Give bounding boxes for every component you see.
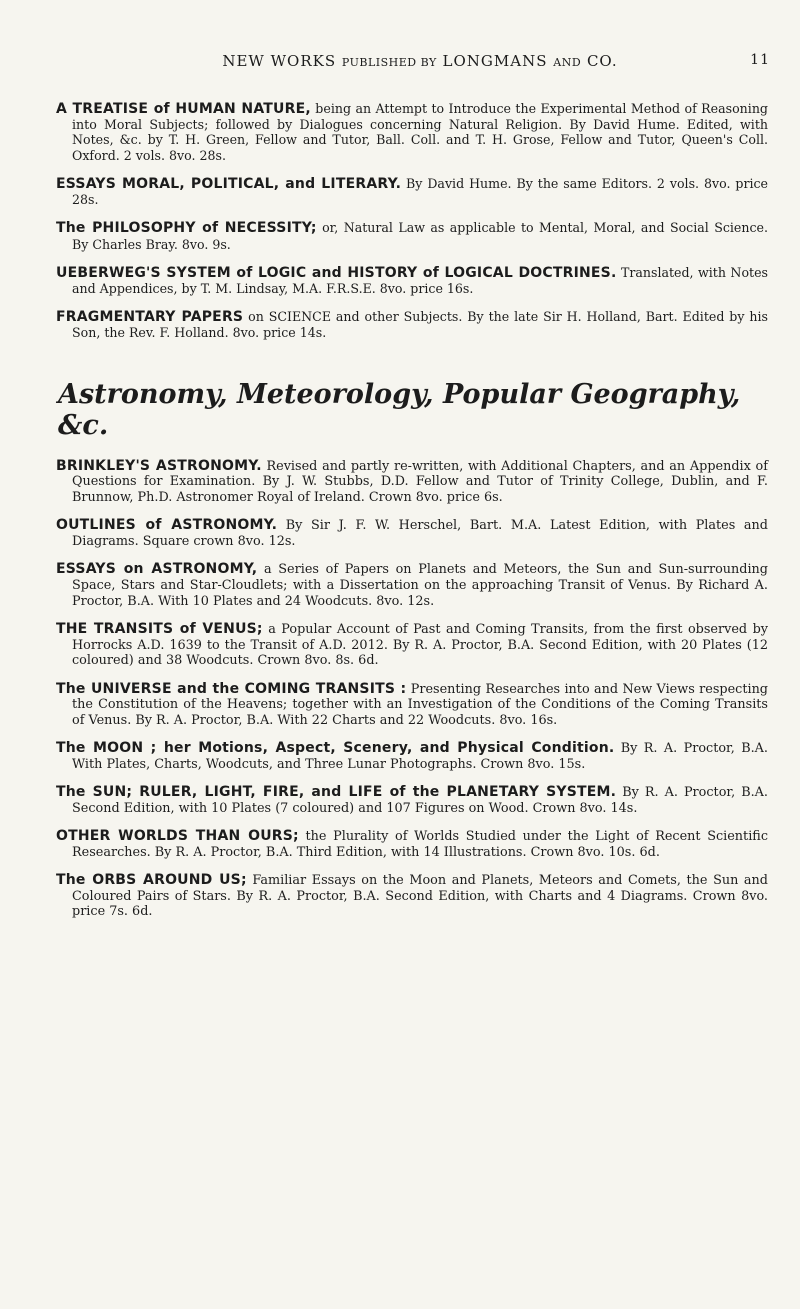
book-description: By David Hume. By the same Editors. 2 vols. 8vo. price 28s. xyxy=(72,175,768,208)
book-title: OUTLINES of ASTRONOMY. xyxy=(56,517,278,534)
book-description: Translated, with Notes and Appendices, by T. M. Lindsay, M.A. F.R.S.E. 8vo. price 16s. xyxy=(72,264,768,297)
publisher-line-c: LONGMANS xyxy=(442,52,548,70)
book-description: being an Attempt to Introduce the Experimental Method of Reasoning into Moral Subjects; followed by Dialogues concerning Natural Religion. By David Hume. Edited, with Notes, &c. by T. H. Green, Fellow and Tutor, Ball. Coll. and T. H. Grose, Fellow and Tutor, Queen's Coll. Oxford. 2 vols. 8vo. 28s. xyxy=(72,100,768,163)
book-description: By Sir J. F. W. Herschel, Bart. M.A. Latest Edition, with Plates and Diagrams. Square crown 8vo. 12s. xyxy=(72,518,768,550)
catalogue-content xyxy=(56,88,768,925)
book-entry xyxy=(56,682,768,729)
publisher-line-b: PUBLISHED BY xyxy=(341,56,437,69)
book-entry xyxy=(56,622,768,669)
book-entry xyxy=(56,518,768,549)
book-title: FRAGMENTARY PAPERS xyxy=(56,309,244,326)
book-title: ESSAYS on ASTRONOMY, xyxy=(56,561,258,578)
book-entry xyxy=(56,101,768,164)
book-entry xyxy=(56,176,768,208)
book-title: OTHER WORLDS THAN OURS; xyxy=(56,828,299,845)
book-entry xyxy=(56,220,768,252)
book-description: By R. A. Proctor, B.A. Second Edition, with 10 Plates (7 coloured) and 107 Figures on Wood. Crown 8vo. 14s. xyxy=(72,785,768,816)
book-title: UEBERWEG'S SYSTEM of LOGIC and HISTORY of LOGICAL DOCTRINES. xyxy=(56,264,617,281)
book-title: The MOON ; her Motions, Aspect, Scenery, and Physical Condition. xyxy=(56,740,615,757)
book-description: or, Natural Law as applicable to Mental, Moral, and Social Science. By Charles Bray. 8vo. 9s. xyxy=(72,220,768,252)
publisher-line-d: AND xyxy=(553,56,582,69)
section-heading: Astronomy, Meteorology, Popular Geography, &c. xyxy=(58,378,741,441)
book-title: THE TRANSITS of VENUS; xyxy=(56,620,263,637)
book-description: the Plurality of Worlds Studied under the Light of Recent Scientific Researches. By R. A. Proctor, B.A. Third Edition, with 14 Illustrations. Crown 8vo. 10s. 6d. xyxy=(72,829,768,860)
book-description: a Series of Papers on Planets and Meteors, the Sun and Sun-surrounding Space, Stars and Star-Cloudlets; with a Dissertation on the approaching Transit of Venus. By Richard A. Proctor, B.A. With 10 Plates and 24 Woodcuts. 8vo. 12s. xyxy=(72,562,768,609)
book-description: a Popular Account of Past and Coming Transits, from the first observed by Horrocks A.D. 1639 to the Transit of A.D. 2012. By R. A. Proctor, B.A. Second Edition, with 20 Plates (12 coloured) and 38 Woodcuts. Crown 8vo. 8s. 6d. xyxy=(72,621,768,669)
publisher-line-a: NEW WORKS xyxy=(222,52,337,70)
book-entry xyxy=(56,459,768,506)
page-number: 11 xyxy=(750,52,770,68)
book-description: By R. A. Proctor, B.A. With Plates, Charts, Woodcuts, and Three Lunar Photographs. Crown 8vo. 15s. xyxy=(72,741,768,772)
book-title: BRINKLEY'S ASTRONOMY. xyxy=(56,457,262,474)
publisher-line-e: CO. xyxy=(586,52,618,70)
book-title: A TREATISE of HUMAN NATURE, xyxy=(56,100,311,117)
philosophy-list xyxy=(56,101,768,341)
book-title: The UNIVERSE and the COMING TRANSITS : xyxy=(56,680,407,697)
book-title: The ORBS AROUND US; xyxy=(56,872,247,889)
book-entry xyxy=(56,562,768,609)
book-title: ESSAYS MORAL, POLITICAL, and LITERARY. xyxy=(56,175,402,192)
running-head xyxy=(70,52,770,70)
book-entry xyxy=(56,309,768,341)
astronomy-list xyxy=(56,459,768,920)
book-title: The PHILOSOPHY of NECESSITY; xyxy=(56,220,317,237)
book-entry xyxy=(56,785,768,816)
book-description: Familiar Essays on the Moon and Planets, Meteors and Comets, the Sun and Coloured Pairs of Stars. By R. A. Proctor, B.A. Second Edition, with Charts and 4 Diagrams. Crown 8vo. price 7s. 6d. xyxy=(72,873,768,920)
book-entry xyxy=(56,741,768,772)
book-entry xyxy=(56,265,768,297)
book-description: on SCIENCE and other Subjects. By the late Sir H. Holland, Bart. Edited by his Son, the Rev. F. Holland. 8vo. price 14s. xyxy=(72,309,768,341)
book-description: Presenting Researches into and New Views respecting the Constitution of the Heavens; together with an Investigation of the Conditions of the Coming Transits of Venus. By R. A. Proctor, B.A. With 22 Charts and 22 Woodcuts. 8vo. 16s. xyxy=(72,681,768,728)
book-description: Revised and partly re-written, with Additional Chapters, and an Appendix of Questions for Examination. By J. W. Stubbs, D.D. Fellow and Tutor of Trinity College, Dublin, and F. Brunnow, Ph.D. Astronomer Royal of Ireland. Crown 8vo. price 6s. xyxy=(72,458,768,506)
book-entry xyxy=(56,873,768,920)
book-entry xyxy=(56,829,768,860)
book-title: The SUN; RULER, LIGHT, FIRE, and LIFE of the PLANETARY SYSTEM. xyxy=(56,784,617,801)
